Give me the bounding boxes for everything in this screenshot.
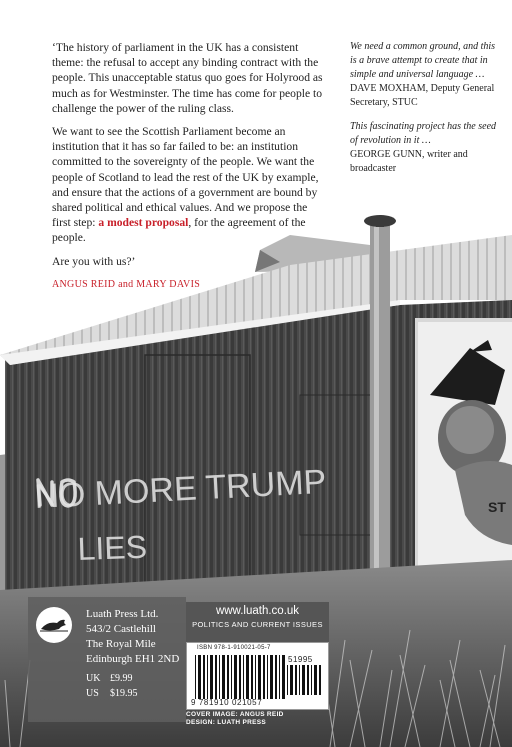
barcode-bar [287,665,288,695]
barcode-bar [270,655,273,699]
barcode-bar [251,655,253,699]
barcode-bar [314,665,317,695]
barcode-bar [195,655,196,699]
cover-credits [186,711,336,726]
publisher-address [86,607,179,667]
book-title-highlight: a modest proposal [98,216,189,230]
publisher-logo [36,607,72,643]
barcode-bar [210,655,213,699]
barcode-bar [255,655,256,699]
barcode-bar [307,665,309,695]
barcode-bar [234,655,237,699]
barcode-bar [299,665,300,695]
price-barcode [287,665,323,695]
barcode-digits: 9 781910 021057 [191,698,263,707]
barcode-bar [263,655,265,699]
cover-image-credit: COVER IMAGE: ANGUS REID [186,711,284,718]
barcode-bar [267,655,268,699]
barcode-bar [243,655,244,699]
isbn-text: ISBN 978-1-910021-05-7 [197,645,271,651]
barcode-bar [258,655,261,699]
barcode-bar [219,655,220,699]
barcode-bar [207,655,208,699]
barcode-bar [275,655,277,699]
barcode-bar [222,655,225,699]
barcode-box [186,642,329,710]
graffiti-line-2: LIES [76,528,148,567]
barcode-bar [215,655,217,699]
price-us: US $19.95 [86,688,138,699]
price-code: 51995 [288,655,313,664]
barcode-bar [227,655,229,699]
barcode-bar [203,655,205,699]
barcode-bar [246,655,249,699]
barcode-bar [290,665,293,695]
publisher-address-line: The Royal Mile [86,638,156,650]
barcode-bar [302,665,305,695]
graffiti-line-1: NO MORE TRUMP [33,462,328,516]
author-signature: ANGUS REID and MARY DAVIS [52,278,201,290]
hare-icon [39,617,69,633]
endorsement-quote-1: We need a common ground, and this is a brave attempt to create that in simple and universal language … [350,41,496,80]
publisher-address-line: 543/2 Castlehill [86,623,156,635]
book-category: POLITICS AND CURRENT ISSUES [192,620,323,629]
endorsement-attribution-1: DAVE MOXHAM, Deputy General Secretary, STUC [350,83,495,108]
blurb-paragraph-2-text: We want to see the Scottish Parliament become an institution that it has so far failed to be: an institution committed to the sovereignty of the people. We want the people of Scotland to lead the rest of the UK by example, and ensure that the actions of a government are bound by shared political and ethical values. And we propose the first step: [52,125,319,230]
blurb-paragraph-2 [52,124,327,246]
blurb-paragraph-3: Are you with us?’ [52,254,136,268]
barcode-bar [279,655,280,699]
price-uk: UK £9.99 [86,673,133,684]
publisher-name: Luath Press Ltd. [86,608,159,620]
barcode-bar [198,655,201,699]
barcode-bar [231,655,232,699]
barcode-bar [311,665,312,695]
barcode-bar [239,655,241,699]
barcode-bar [282,655,285,699]
endorsement-quote-2: This fascinating project has the seed of revolution in it … [350,121,497,146]
price-list [86,671,138,701]
publisher-address-line: Edinburgh EH1 2ND [86,653,180,665]
publisher-box [28,597,186,722]
endorsement-attribution-2: GEORGE GUNN, writer and broadcaster [350,149,468,174]
isbn-barcode [195,655,287,699]
blurb-paragraph-1: ‘The history of parliament in the UK has a consistent theme: the refusal to accept any binding contract with the people. This unacceptable status quo goes for Holyrood as much as for Westminster. The time has come for people to challenge the power of the ruling class. [52,41,323,115]
barcode-bar [295,665,297,695]
blurb [52,40,327,300]
endorsements [350,40,500,186]
design-credit: DESIGN: LUATH PRESS [186,718,266,726]
barcode-bar [319,665,321,695]
website-url[interactable]: www.luath.co.uk [215,605,300,617]
poster-text: ST [488,499,506,515]
blurb-paragraph-2-end: , for the agreement of the people. [52,216,306,245]
website-box [186,602,329,642]
